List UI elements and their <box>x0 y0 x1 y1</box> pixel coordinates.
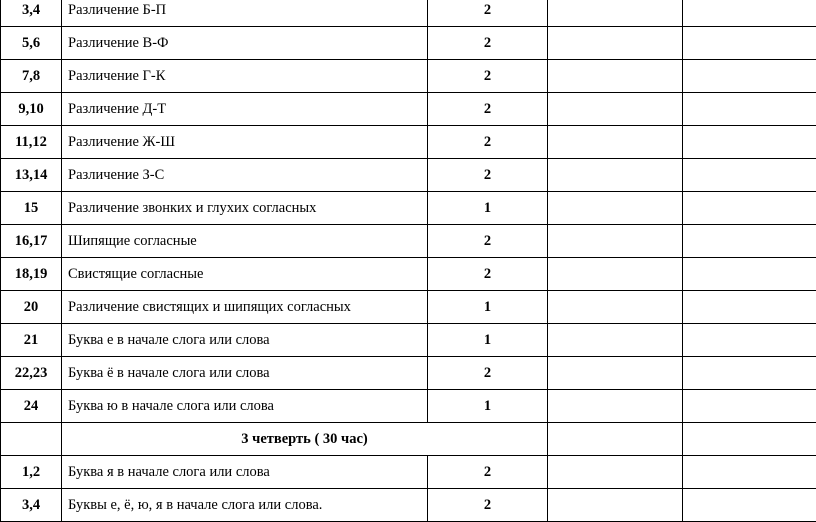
lesson-hours: 1 <box>428 192 548 225</box>
empty-cell <box>683 456 816 489</box>
lesson-number: 20 <box>1 291 62 324</box>
lesson-topic: Буква ё в начале слога или слова <box>62 357 428 390</box>
empty-cell <box>683 192 816 225</box>
lesson-hours: 2 <box>428 357 548 390</box>
lesson-number: 21 <box>1 324 62 357</box>
empty-cell <box>683 357 816 390</box>
quarter-heading-row <box>1 423 816 456</box>
lesson-number: 24 <box>1 390 62 423</box>
empty-cell <box>548 357 683 390</box>
lesson-hours: 2 <box>428 225 548 258</box>
lesson-hours: 2 <box>428 159 548 192</box>
lesson-hours: 2 <box>428 27 548 60</box>
empty-cell <box>548 27 683 60</box>
lesson-topic: Буква е в начале слога или слова <box>62 324 428 357</box>
lesson-topic: Различение Д-Т <box>62 93 428 126</box>
lesson-hours: 2 <box>428 60 548 93</box>
lesson-number: 7,8 <box>1 60 62 93</box>
lesson-number: 3,4 <box>1 0 62 27</box>
table-row <box>1 291 816 324</box>
empty-cell <box>548 93 683 126</box>
empty-cell <box>683 126 816 159</box>
lesson-topic: Различение В-Ф <box>62 27 428 60</box>
lesson-number: 16,17 <box>1 225 62 258</box>
empty-cell <box>548 390 683 423</box>
empty-cell <box>683 60 816 93</box>
lesson-hours: 2 <box>428 93 548 126</box>
lesson-topic: Различение З-С <box>62 159 428 192</box>
quarter-heading: 3 четверть ( 30 час) <box>62 423 548 456</box>
table-row <box>1 456 816 489</box>
table-row <box>1 159 816 192</box>
empty-cell <box>548 159 683 192</box>
empty-cell <box>548 258 683 291</box>
table-row <box>1 0 816 27</box>
lesson-topic: Различение Б-П <box>62 0 428 27</box>
empty-cell <box>548 0 683 27</box>
empty-cell <box>683 489 816 522</box>
lesson-number: 11,12 <box>1 126 62 159</box>
lesson-number: 5,6 <box>1 27 62 60</box>
table-row <box>1 60 816 93</box>
lesson-topic: Буква я в начале слога или слова <box>62 456 428 489</box>
lesson-topic: Различение Г-К <box>62 60 428 93</box>
table-row <box>1 258 816 291</box>
empty-cell <box>683 258 816 291</box>
lesson-topic: Различение звонких и глухих согласных <box>62 192 428 225</box>
empty-cell <box>548 192 683 225</box>
empty-cell <box>683 27 816 60</box>
lesson-hours: 2 <box>428 258 548 291</box>
table-row <box>1 93 816 126</box>
lesson-topic: Шипящие согласные <box>62 225 428 258</box>
empty-cell <box>548 225 683 258</box>
lesson-topic: Свистящие согласные <box>62 258 428 291</box>
lesson-number: 13,14 <box>1 159 62 192</box>
empty-cell <box>683 324 816 357</box>
table-row <box>1 357 816 390</box>
lesson-hours: 2 <box>428 0 548 27</box>
empty-cell <box>683 225 816 258</box>
empty-cell <box>548 126 683 159</box>
empty-cell <box>683 159 816 192</box>
empty-cell <box>683 390 816 423</box>
lesson-number: 3,4 <box>1 489 62 522</box>
lesson-topic: Различение свистящих и шипящих согласных <box>62 291 428 324</box>
lesson-hours: 2 <box>428 489 548 522</box>
lesson-number: 1,2 <box>1 456 62 489</box>
empty-cell <box>548 456 683 489</box>
empty-cell <box>1 423 62 456</box>
table-row <box>1 489 816 522</box>
table-row <box>1 27 816 60</box>
empty-cell <box>548 60 683 93</box>
empty-cell <box>683 0 816 27</box>
lesson-topic: Буква ю в начале слога или слова <box>62 390 428 423</box>
empty-cell <box>548 489 683 522</box>
lesson-number: 18,19 <box>1 258 62 291</box>
lesson-topic: Различение Ж-Ш <box>62 126 428 159</box>
empty-cell <box>683 291 816 324</box>
table-row <box>1 324 816 357</box>
lesson-hours: 2 <box>428 456 548 489</box>
lesson-topic: Буквы е, ё, ю, я в начале слога или слова. <box>62 489 428 522</box>
lesson-number: 9,10 <box>1 93 62 126</box>
empty-cell <box>548 291 683 324</box>
table-row <box>1 192 816 225</box>
empty-cell <box>548 423 683 456</box>
empty-cell <box>548 324 683 357</box>
lesson-number: 15 <box>1 192 62 225</box>
lesson-number: 22,23 <box>1 357 62 390</box>
lesson-hours: 2 <box>428 126 548 159</box>
table-row <box>1 225 816 258</box>
table-row <box>1 126 816 159</box>
empty-cell <box>683 93 816 126</box>
empty-cell <box>683 423 816 456</box>
lesson-hours: 1 <box>428 291 548 324</box>
lesson-hours: 1 <box>428 390 548 423</box>
table-row <box>1 390 816 423</box>
lesson-hours: 1 <box>428 324 548 357</box>
